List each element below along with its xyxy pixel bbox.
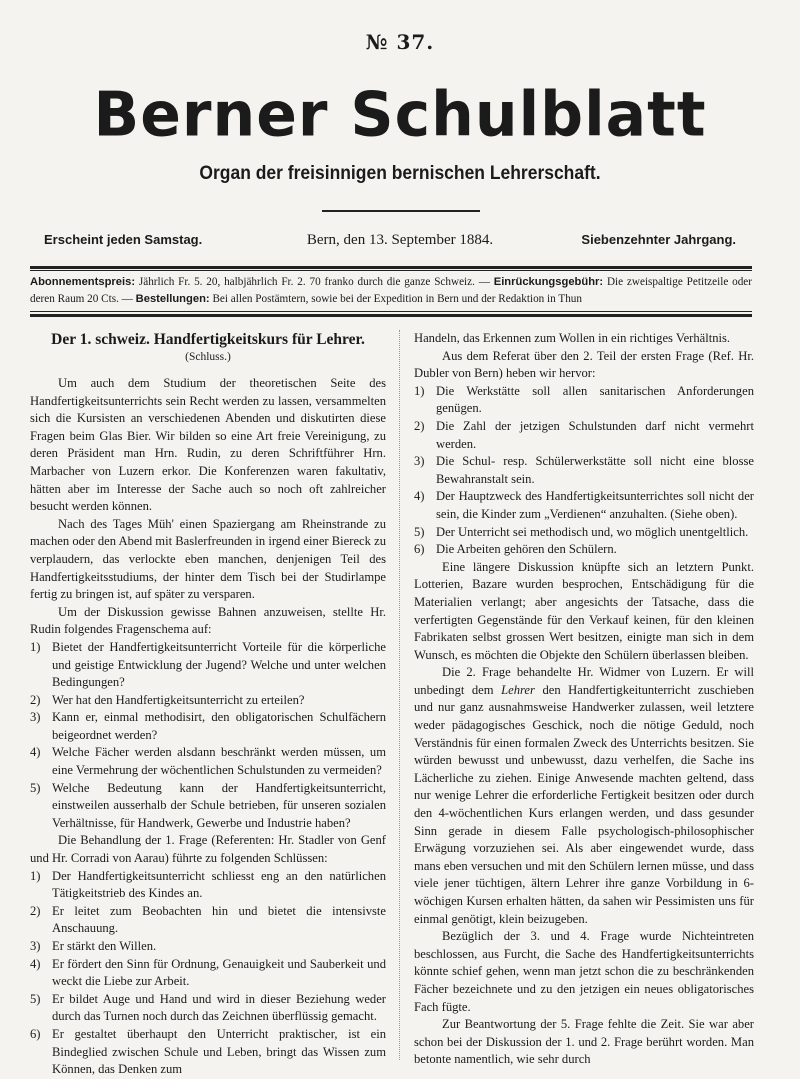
- emphasis: Lehrer: [501, 682, 535, 697]
- list-number: 3): [30, 710, 41, 725]
- list-text: Die Zahl der jetzigen Schulstunden darf nicht vermehrt werden.: [436, 418, 754, 451]
- list-number: 2): [414, 418, 425, 433]
- paragraph: Bezüglich der 3. und 4. Frage wurde Nichteintreten beschlossen, aus Furcht, die Sache des Handfertigkeitsunterrichts könnte schief gehen, wenn man jetzt schon die zu beschränkenden Fächer bezeichnete und zu den jetzigen ein neues obligatorisches Fach fügte.: [414, 929, 754, 1014]
- paragraph: Nach des Tages Müh' einen Spaziergang am Rheinstrande zu machen oder den Abend mit Baslerfreunden in irgend einer Biereck zu verplaudern, das verlockte eben manchen, denjenigen Teil des Handfertigkeitsstudiums, der hinter dem Tisch bei der Studirlampe fertig zu bringen ist, auf später zu versparen.: [30, 516, 386, 602]
- list-number: 3): [30, 939, 41, 953]
- list-item: [414, 453, 754, 488]
- list-number: 2): [30, 692, 41, 707]
- question-list: [30, 639, 386, 833]
- list-text: Er fördert den Sinn für Ordnung, Genauigkeit und Sauberkeit und weckt die Liebe zur Arbeit.: [52, 956, 386, 989]
- list-item: [30, 991, 386, 1026]
- list-item: [414, 418, 754, 453]
- list-number: 4): [414, 489, 425, 504]
- list-number: 1): [30, 639, 41, 654]
- masthead-subtitle: Organ der freisinnigen bernischen Lehrerschaft.: [199, 163, 601, 184]
- list-item: [30, 709, 386, 744]
- column-divider: [399, 330, 400, 1060]
- list-text: Die Schul- resp. Schülerwerkstätte soll nicht eine blosse Bewahranstalt sein.: [436, 454, 754, 486]
- list-item: [30, 744, 386, 779]
- list-text: Die Werkstätte soll allen sanitarischen Anforderungen genügen.: [436, 383, 754, 416]
- divider: [30, 311, 752, 312]
- subscription-text: Jährlich Fr. 5. 20, halbjährlich Fr. 2. 70 franko durch die ganze Schweiz. —: [135, 276, 494, 288]
- conclusion-list: [30, 868, 386, 1079]
- article-column-right: [414, 330, 754, 1069]
- list-item: [414, 524, 754, 542]
- text-run: den Handfertigkeitunterricht zuschieben und nur ganz ausnahmsweise Handwerker zulassen, weil letztere weder pädagogisches Geschick, noch die nötige Geduld, noch Verständnis für einen formalen Zweck des Unterrichts besitzen. Sie würden bewusst und unbewusst, dazu verhelfen, die Sache ins Lächerliche zu ziehen. Einige Anwesende machten geltend, dass nur wenige Lehrer die erforderliche Fertigkeit besitzen oder durch den 4-wöchentlichen Kurs erlangen werden, und dass gesunder Sinn gerade in diesem Falle psychologisch-philosophischer Erwägung vorzuziehen sei. Als aber eingewendet wurde, dass mans eben versuchen und mit den Schülern lernen müsse, und dass viele jener tüchtigen, ältern Lehrer ihre ganze Vorbildung in 6-wöchigen Kursen erhalten hätten, da sahen wir Pessimisten uns für einmal genötigt, klein beizugeben.: [414, 682, 754, 926]
- paragraph: Eine längere Diskussion knüpfte sich an letztern Punkt. Lotterien, Bazare wurden besprochen, Entschädigung für die Materialien verlangt; aber angesichts der Tatsache, dass die verfertigten Gegenstände für den Verkauf keinen, für den kleinen Fabrikaten selbst grossen Wert besitzen, einigte man sich in dem Wunsch, es möchten die Objekte den Schülern überlassen bleiben.: [414, 559, 754, 662]
- paragraph: Aus dem Referat über den 2. Teil der ersten Frage (Ref. Hr. Dubler von Bern) heben wir hervor:: [414, 348, 754, 381]
- list-text: Wer hat den Handfertigkeitsunterricht zu erteilen?: [52, 692, 305, 707]
- list-item: [30, 692, 386, 710]
- list-number: 6): [30, 1026, 41, 1041]
- paragraph: Um auch dem Studium der theoretischen Seite des Handfertigkeitsunterrichts sein Recht werden zu lassen, versammelten sich die Kursisten an verschiedenen Abenden und diskutirten diese Fragen beim Glas Bier. Wir bilden so eine Art freie Vereinigung, zu deren Präsident man Hrn. Rudin, zu deren Schriftführer Hrn. Marbacher von Luzern erkor. Die Konferenzen waren fakultativ, hätten aber im Interesse der Sache auch so noch oft zahlreicher besucht werden können.: [30, 376, 386, 514]
- article-subtitle: (Schluss.): [185, 351, 231, 363]
- list-item: [414, 488, 754, 523]
- masthead-title: Berner Schulblatt: [93, 79, 707, 151]
- text-run: Die 2. Frage behandelte Hr. Widmer von Luzern. Er will unbedingt dem: [414, 665, 754, 697]
- article-title: Der 1. schweiz. Handfertigkeitskurs für Lehrer.: [51, 331, 365, 348]
- ad-fee-text: Die zweispaltige Petitzeile oder deren Raum 20 Cts. —: [30, 276, 752, 305]
- divider: [322, 210, 480, 212]
- list-text: Welche Fächer werden alsdann beschränkt werden müssen, um eine Vermehrung der wöchentlichen Schulstunden zu vermeiden?: [52, 745, 386, 778]
- paragraph: [414, 664, 754, 928]
- list-text: Welche Bedeutung kann der Handfertigkeitsunterricht, einstweilen ausserhalb der Schule betrieben, für unseren sozialen Verhältnisse, für Handwerk, Gewerbe und Industrie haben?: [52, 780, 386, 830]
- list-text: Er gestaltet überhaupt den Unterricht praktischer, ist ein Bindeglied zwischen Schule und Leben, bringt das Wissen zum Können, das Denken zum: [52, 1026, 386, 1077]
- list-number: 3): [414, 454, 425, 469]
- divider: [30, 266, 752, 269]
- paragraph: Handeln, das Erkennen zum Wollen in ein richtiges Verhältnis.: [414, 331, 731, 345]
- list-number: 5): [414, 524, 425, 539]
- paragraph: Um der Diskussion gewisse Bahnen anzuweisen, stellte Hr. Rudin folgendes Fragenschema auf:: [30, 604, 386, 637]
- list-text: Der Handfertigkeitsunterricht schliesst eng an den natürlichen Tätigkeitstrieb des Kindes an.: [52, 868, 386, 901]
- ad-fee-label: Einrückungsgebühr:: [493, 276, 604, 288]
- orders-label: Bestellungen:: [135, 293, 210, 305]
- point-list: [414, 383, 754, 559]
- list-item: [414, 541, 754, 559]
- list-text: Er bildet Auge und Hand und wird in dieser Beziehung weder durch das Turnen noch durch das Zeichnen überflüssig gemacht.: [52, 991, 386, 1024]
- list-number: 2): [30, 903, 41, 918]
- list-item: [30, 639, 386, 692]
- publication-frequency: Erscheint jeden Samstag.: [44, 232, 203, 247]
- list-item: [30, 956, 386, 991]
- list-number: 4): [30, 745, 41, 760]
- issue-number: № 37.: [365, 30, 435, 54]
- list-text: Die Arbeiten gehören den Schülern.: [436, 542, 617, 557]
- paragraph: Zur Beantwortung der 5. Frage fehlte die Zeit. Sie war aber schon bei der Diskussion der 1. und 2. Frage berührt worden. Man betonte namentlich, wie sehr durch: [414, 1017, 754, 1067]
- list-item: [30, 780, 386, 833]
- list-number: 5): [30, 991, 41, 1006]
- volume-year: Siebenzehnter Jahrgang.: [581, 232, 736, 247]
- divider: [30, 314, 752, 317]
- subscription-label: Abonnementspreis:: [30, 276, 136, 288]
- list-text: Der Unterricht sei methodisch und, wo möglich unentgeltlich.: [436, 524, 749, 539]
- paragraph: Die Behandlung der 1. Frage (Referenten: Hr. Stadler von Genf und Hr. Corradi von Aarau) führte zu folgenden Schlüssen:: [30, 833, 386, 866]
- list-item: [30, 938, 386, 956]
- divider: [30, 270, 752, 271]
- list-item: [30, 903, 386, 938]
- list-text: Der Hauptzweck des Handfertigkeitsunterrichtes soll nicht der sein, die Kinder zum „Verdienen“ anzuhalten. (Siehe oben).: [436, 489, 754, 521]
- list-number: 5): [30, 780, 41, 795]
- publication-date: Bern, den 13. September 1884.: [306, 232, 494, 248]
- list-number: 1): [30, 868, 41, 883]
- list-number: 6): [414, 542, 425, 557]
- list-item: [30, 868, 386, 903]
- list-text: Er leitet zum Beobachten hin und bietet die intensivste Anschauung.: [52, 903, 386, 936]
- article-column-left: [30, 330, 386, 1079]
- list-text: Bietet der Handfertigkeitsunterricht Vorteile für die körperliche und geistige Entwicklung der Jugend? Welche und unter welchen Bedingungen?: [52, 639, 386, 690]
- list-number: 4): [30, 956, 41, 971]
- list-number: 1): [414, 383, 425, 398]
- orders-text: Bei allen Postämtern, sowie bei der Expedition in Bern und der Redaktion in Thun: [209, 293, 582, 305]
- list-item: [30, 1026, 386, 1079]
- list-text: Kann er, einmal methodisirt, den obligatorischen Schulfächern beigeordnet werden?: [52, 710, 386, 742]
- subscription-info: [30, 274, 752, 308]
- list-text: Er stärkt den Willen.: [52, 939, 157, 953]
- list-item: [414, 383, 754, 418]
